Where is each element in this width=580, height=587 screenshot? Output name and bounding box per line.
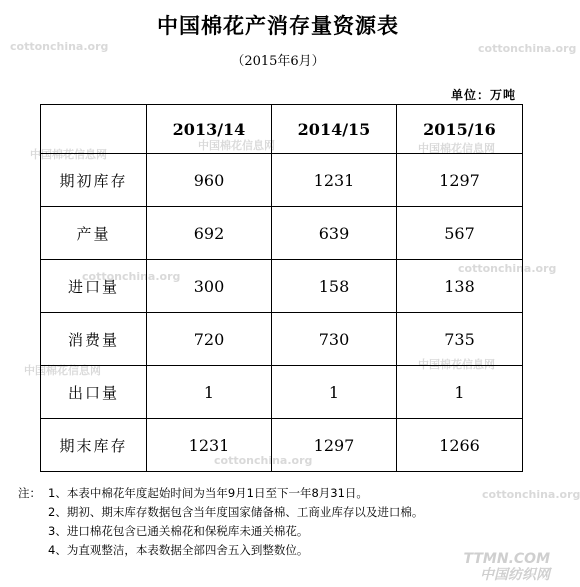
table-cell: 735 xyxy=(397,313,523,366)
watermark-site: cottonchina.org xyxy=(478,42,577,55)
watermark-cn: 中国棉花信息网 xyxy=(24,364,101,377)
table-cell: 1 xyxy=(397,366,523,419)
table-cell: 692 xyxy=(147,207,272,260)
table-header-row xyxy=(41,105,523,154)
header-cell-empty xyxy=(41,105,147,154)
table-cell: 1 xyxy=(147,366,272,419)
header-cell-2014-15: 2014/15 xyxy=(272,105,397,154)
table-cell: 158 xyxy=(272,260,397,313)
table-row xyxy=(41,366,523,419)
table-cell: 639 xyxy=(272,207,397,260)
watermark-cn: 中国棉花信息网 xyxy=(198,139,275,152)
footnote-item xyxy=(18,484,423,503)
header-cell-2013-14: 2013/14 xyxy=(147,105,272,154)
table-row xyxy=(41,207,523,260)
table-cell: 720 xyxy=(147,313,272,366)
watermark-site: cottonchina.org xyxy=(214,454,313,467)
row-label: 期初库存 xyxy=(41,154,147,207)
watermark-site: cottonchina.org xyxy=(10,40,109,53)
footnote-item xyxy=(18,503,423,522)
page-subtitle: （2015年6月） xyxy=(231,54,325,69)
row-label: 产量 xyxy=(41,207,147,260)
table-row xyxy=(41,419,523,472)
footnotes xyxy=(18,484,423,560)
footnote-text: 2、期初、期末库存数据包含当年度国家储备棉、工商业库存以及进口棉。 xyxy=(48,505,424,519)
table-cell: 138 xyxy=(397,260,523,313)
table-cell: 567 xyxy=(397,207,523,260)
site-logo xyxy=(464,551,551,583)
footnote-item xyxy=(18,522,423,541)
footnote-text: 4、为直观整洁，本表数据全部四舍五入到整数位。 xyxy=(48,543,309,557)
row-label: 进口量 xyxy=(41,260,147,313)
footnote-text: 1、本表中棉花年度起始时间为当年9月1日至下一年8月31日。 xyxy=(48,486,368,500)
table-cell: 1297 xyxy=(272,419,397,472)
page-title: 中国棉花产消存量资源表 xyxy=(157,14,399,38)
watermark-site: cottonchina.org xyxy=(82,270,181,283)
watermark-cn: 中国棉花信息网 xyxy=(418,142,495,155)
watermark-cn: 中国棉花信息网 xyxy=(418,358,495,371)
row-label: 出口量 xyxy=(41,366,147,419)
cotton-balance-table xyxy=(40,104,523,472)
table-row xyxy=(41,313,523,366)
table-cell: 300 xyxy=(147,260,272,313)
site-logo-line1: TTMN.COM xyxy=(463,551,550,567)
row-label: 消费量 xyxy=(41,313,147,366)
table-cell: 1231 xyxy=(147,419,272,472)
site-logo-line2: 中国纺织网 xyxy=(480,567,550,583)
watermark-site: cottonchina.org xyxy=(458,262,557,275)
table-row xyxy=(41,154,523,207)
footnote-text: 3、进口棉花包含已通关棉花和保税库未通关棉花。 xyxy=(48,524,309,538)
table-cell: 1266 xyxy=(397,419,523,472)
unit-label: 单位：万吨 xyxy=(450,88,516,102)
table-cell: 1231 xyxy=(272,154,397,207)
watermark-cn: 中国棉花信息网 xyxy=(30,148,107,161)
header-cell-2015-16: 2015/16 xyxy=(397,105,523,154)
row-label: 期末库存 xyxy=(41,419,147,472)
watermark-site: cottonchina.org xyxy=(482,488,580,501)
table-cell: 1297 xyxy=(397,154,523,207)
table-cell: 960 xyxy=(147,154,272,207)
table-row xyxy=(41,260,523,313)
table-cell: 1 xyxy=(272,366,397,419)
table-cell: 730 xyxy=(272,313,397,366)
footnote-lead: 注： xyxy=(18,486,41,500)
footnote-item xyxy=(18,541,423,560)
